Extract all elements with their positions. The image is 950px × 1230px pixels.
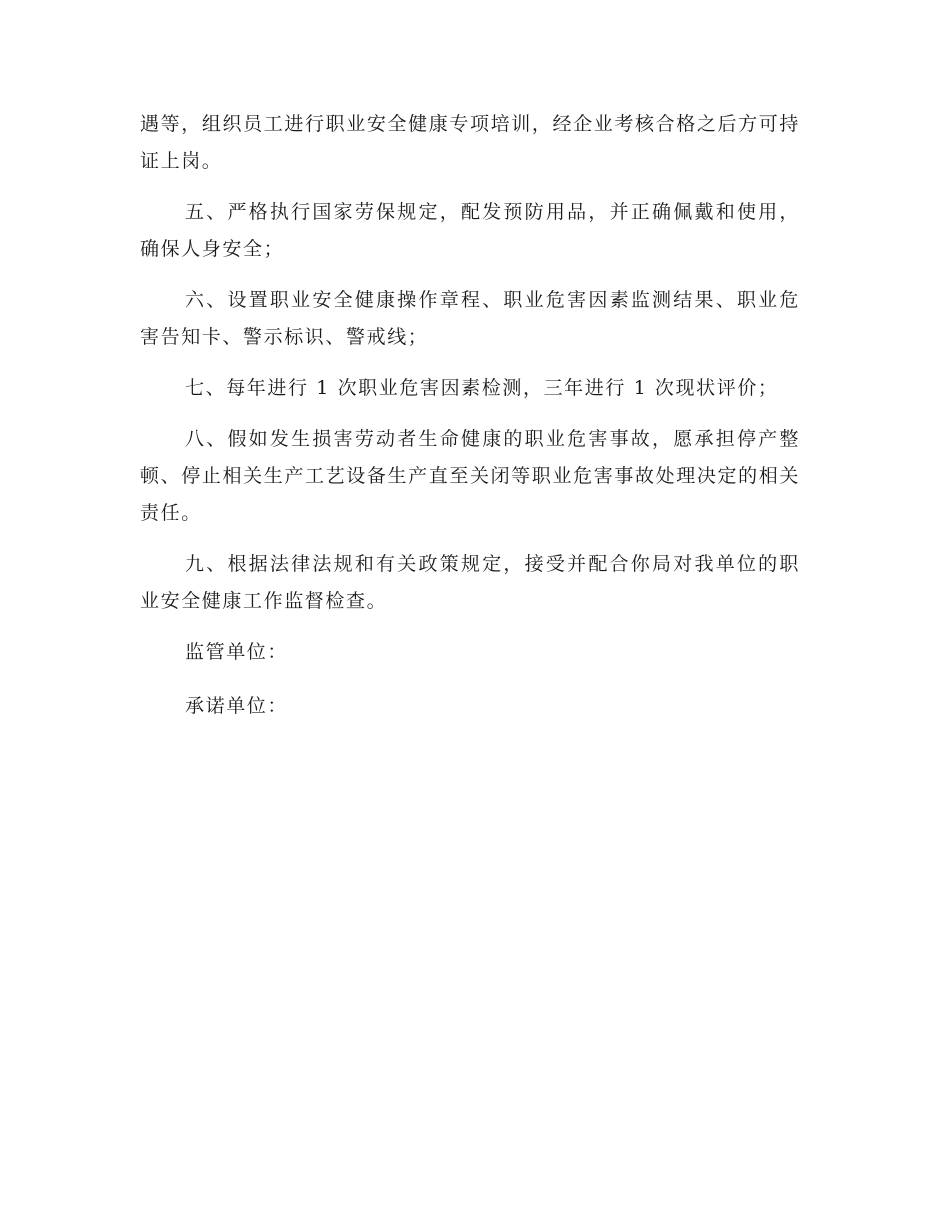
paragraph-item-9: 九、根据法律法规和有关政策规定，接受并配合你局对我单位的职业安全健康工作监督检查。	[140, 553, 800, 612]
paragraph-item-7: 七、每年进行 1 次职业危害因素检测，三年进行 1 次现状评价；	[185, 377, 779, 399]
paragraph-item-8: 八、假如发生损害劳动者生命健康的职业危害事故，愿承担停产整顿、停止相关生产工艺设备生产直至关闭等职业危害事故处理决定的相关责任。	[140, 428, 800, 524]
committing-unit-label: 承诺单位：	[185, 695, 289, 717]
paragraph-item-5: 五、严格执行国家劳保规定，配发预防用品，并正确佩戴和使用，确保人身安全；	[140, 201, 800, 260]
supervising-unit-label: 监管单位：	[185, 641, 289, 663]
paragraph-item-6: 六、设置职业安全健康操作章程、职业危害因素监测结果、职业危害告知卡、警示标识、警戒线；	[140, 289, 800, 348]
paragraph-continuation: 遇等，组织员工进行职业安全健康专项培训，经企业考核合格之后方可持证上岗。	[140, 113, 800, 172]
document-body	[140, 106, 800, 725]
